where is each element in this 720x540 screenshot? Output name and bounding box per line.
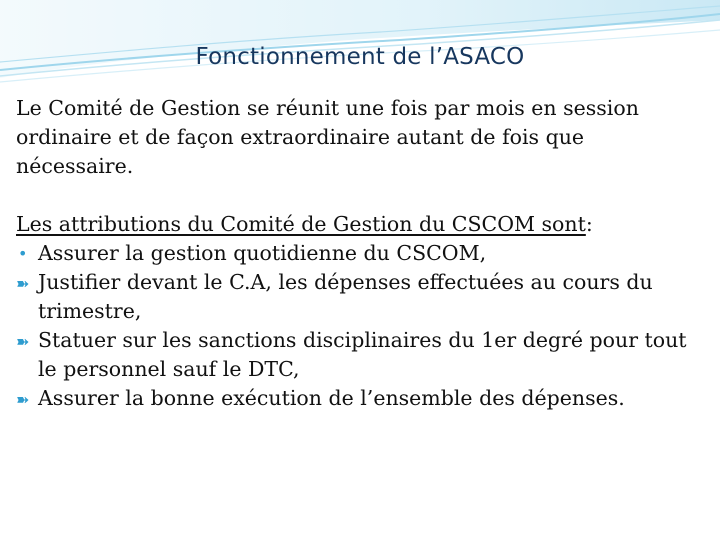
list-item	[16, 326, 706, 384]
arrow-bullet-icon: ➽	[16, 274, 30, 293]
arrow-bullet-icon: ➽	[16, 332, 30, 351]
attributions-heading-colon: :	[585, 212, 593, 236]
list-item-text: Assurer la gestion quotidienne du CSCOM,	[38, 241, 487, 265]
attributions-heading-text: Les attributions du Comité de Gestion du CSCOM sont	[16, 212, 586, 236]
list-item	[16, 384, 706, 413]
attributions-heading	[16, 210, 706, 239]
list-item-text: Assurer la bonne exécution de l’ensemble des dépenses.	[38, 386, 625, 410]
list-item-text: Statuer sur les sanctions disciplinaires du 1er degré pour tout le personnel sauf le DTC,	[38, 328, 687, 381]
slide-title: Fonctionnement de l’ASACO	[195, 44, 525, 70]
list-item	[16, 268, 706, 326]
intro-paragraph: Le Comité de Gestion se réunit une fois par mois en session ordinaire et de façon extraordinaire autant de fois que nécessaire.	[16, 96, 639, 178]
list-item	[16, 239, 706, 268]
bullet-icon: •	[18, 244, 28, 263]
list-item-text: Justifier devant le C.A, les dépenses effectuées au cours du trimestre,	[38, 270, 653, 323]
arrow-bullet-icon: ➽	[16, 390, 30, 409]
slide-body	[16, 94, 706, 413]
